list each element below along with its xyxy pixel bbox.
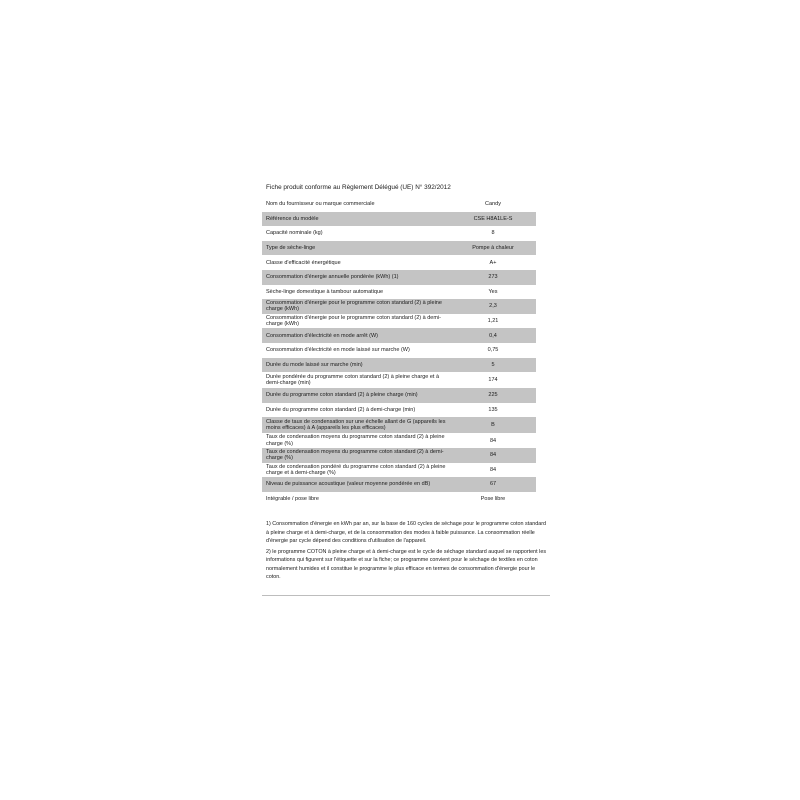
spec-row [262,433,536,448]
spec-row [262,358,536,373]
footnote-2: 2) le programme COTON à pleine charge et à demi-charge est le cycle de séchage standard auquel se rapportent les informations qui figurent sur l'étiquette et sur la fiche; ce programme convient pour le séchage de textiles en coton normalement humides et il constitue le programme le plus efficace en termes de consommation d'énergie pour le coton. [266,549,547,581]
spec-row [262,285,536,300]
spec-label: Taux de condensation moyens du programme coton standard (2) à demi-charge (%) [262,448,450,463]
spec-row [262,226,536,241]
spec-label: Consommation d'électricité en mode arrêt (W) [262,328,450,343]
spec-value: B [450,417,536,433]
footnote-1: 1) Consommation d'énergie en kWh par an, sur la base de 160 cycles de séchage pour le programme coton standard à pleine charge et à demi-charge, et de la consommation des modes à faible puissance. La consommation réelle d'énergie par cycle dépend des conditions d'utilisation de l'appareil. [266,521,547,544]
spec-label: Capacité nominale (kg) [266,230,323,237]
spec-row [262,270,536,285]
spec-value: 8 [491,230,495,237]
spec-row [262,492,536,507]
footnotes [266,520,548,581]
spec-label: Sèche-linge domestique à tambour automatique [266,288,384,295]
bottom-divider [262,595,550,596]
spec-row [262,372,536,388]
spec-label: Niveau de puissance acoustique (valeur moyenne pondérée en dB) [262,477,450,492]
spec-row [262,477,536,492]
spec-label: Durée du programme coton standard (2) à pleine charge (min) [262,388,450,403]
spec-value: 135 [488,406,498,413]
spec-label: Type de sèche-linge [262,241,450,256]
spec-value: 5 [450,358,536,373]
spec-value: 84 [489,437,497,444]
spec-table-body [262,197,536,506]
spec-table [262,197,536,506]
spec-value: 1,21 [487,317,499,324]
spec-row [262,328,536,343]
spec-label: Durée pondérée du programme coton standard (2) à pleine charge et à demi-charge (min) [266,373,440,387]
spec-label: Consommation d'énergie pour le programme coton standard (2) à pleine charge (kWh) [262,299,450,314]
spec-row [262,403,536,418]
spec-row [262,212,536,227]
document-title: Fiche produit conforme au Règlement Délégué (UE) N° 392/2012 [266,184,451,191]
spec-value: A+ [489,259,497,266]
spec-value: Candy [485,201,501,208]
spec-value: 67 [450,477,536,492]
spec-label: Intégrable / pose libre [266,495,319,502]
spec-value: 225 [450,388,536,403]
spec-value: 84 [450,448,536,463]
spec-row [262,388,536,403]
spec-value: 273 [450,270,536,285]
spec-value: 0,75 [487,347,499,354]
spec-label: Classe de taux de condensation sur une échelle allant de G (appareils les moins efficaces) à A (appareils les plus efficaces) [262,417,450,433]
spec-value: Yes [488,288,498,295]
spec-label: Taux de condensation moyens du programme coton standard (2) à pleine charge (%) [266,434,445,447]
spec-value: 0,4 [450,328,536,343]
spec-row [262,241,536,256]
spec-label: Référence du modèle [262,212,450,227]
spec-value: 2,3 [450,299,536,314]
spec-label: Consommation d'électricité en mode laissé sur marche (W) [266,347,410,354]
spec-row [262,197,536,212]
spec-label: Durée du mode laissé sur marche (min) [262,358,450,373]
spec-label: Classe d'efficacité énergétique [266,259,341,266]
spec-value: Pompe à chaleur [450,241,536,256]
spec-label: Durée du programme coton standard (2) à demi-charge (min) [266,406,416,413]
spec-row [262,417,536,433]
spec-row [262,255,536,270]
spec-row [262,463,536,478]
spec-row [262,448,536,463]
spec-label: Consommation d'énergie annuelle pondérée (kWh) (1) [262,270,450,285]
spec-value: CSE H8A1LE-S [450,212,536,227]
product-fiche [262,183,552,596]
spec-value: Pose libre [480,495,506,502]
spec-label: Nom du fournisseur ou marque commerciale [266,201,375,208]
spec-label: Taux de condensation pondéré du programme coton standard (2) à pleine charge et à demi-charge (%) [266,463,446,476]
spec-label: Consommation d'énergie pour le programme coton standard (2) à demi-charge (kWh) [266,314,441,328]
spec-row [262,314,536,329]
spec-row [262,343,536,358]
spec-row [262,299,536,314]
spec-value: 174 [488,377,498,384]
spec-value: 84 [489,466,497,473]
